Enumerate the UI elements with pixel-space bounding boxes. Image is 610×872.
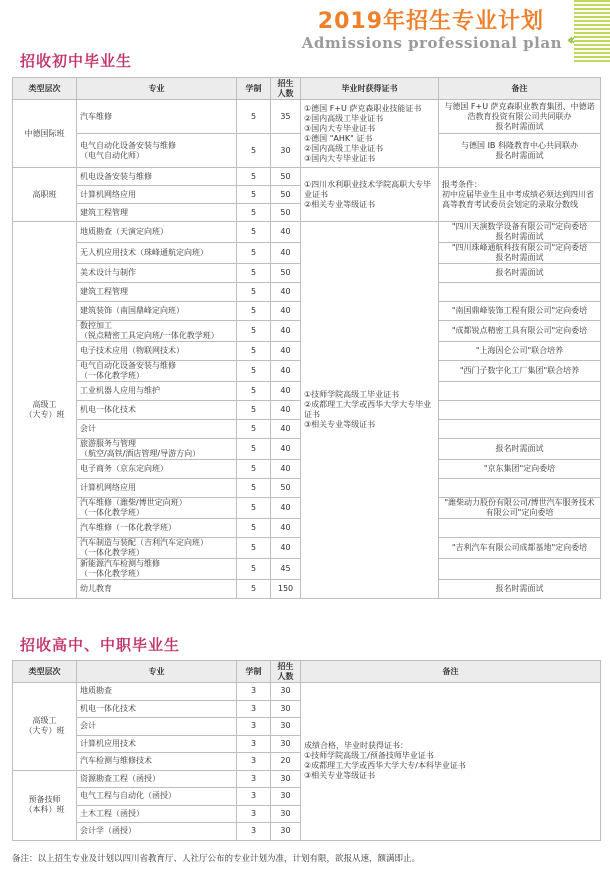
cert-cell: ①技师学院高级工毕业证书 ②成都理工大学或西华大学大专毕业证书 ③相关专业等级证书 xyxy=(301,222,439,599)
major-cell: 电气自动化设备安装与维修 （电气自动化师） xyxy=(77,134,237,168)
years-cell: 3 xyxy=(237,735,271,753)
count-cell: 50 xyxy=(271,479,301,498)
count-cell: 40 xyxy=(271,538,301,559)
senior-admissions-table xyxy=(12,660,601,841)
count-cell: 150 xyxy=(271,580,301,599)
major-cell: 幼儿教育 xyxy=(77,580,237,599)
years-cell: 5 xyxy=(237,519,271,538)
header-years: 学制 xyxy=(237,661,271,683)
count-cell: 30 xyxy=(271,700,301,718)
note-cell: 报名时需面试 xyxy=(439,264,601,283)
note-cell: "吉利汽车有限公司成都基地"定向委培 xyxy=(439,538,601,559)
major-cell: 土木工程（函授） xyxy=(77,805,237,823)
header-cat: 类型层次 xyxy=(13,78,77,100)
note-cell: 报考条件： 初中应届毕业生且中考成绩必须达到四川省高等教育考试委员会划定的录取分数线 xyxy=(439,168,601,222)
note-cell: 报名时需面试 xyxy=(439,580,601,599)
major-cell: 旅游服务与管理 （航空/高铁/酒店管理/导游方向） xyxy=(77,439,237,460)
years-cell: 3 xyxy=(237,753,271,771)
category-cell: 高职班 xyxy=(13,168,77,222)
count-cell: 50 xyxy=(271,186,301,204)
major-cell: 电子商务（京东定向班） xyxy=(77,460,237,479)
years-cell: 5 xyxy=(237,264,271,283)
note-cell xyxy=(439,283,601,302)
page-subtitle: Admissions professional plan xyxy=(301,34,562,52)
header-major: 专业 xyxy=(77,661,237,683)
count-cell: 30 xyxy=(271,683,301,701)
count-cell: 40 xyxy=(271,302,301,321)
table-row xyxy=(13,168,601,186)
years-cell: 5 xyxy=(237,134,271,168)
years-cell: 3 xyxy=(237,805,271,823)
major-cell: 汽车维修（一体化教学班） xyxy=(77,519,237,538)
count-cell: 30 xyxy=(271,805,301,823)
stripe-decoration xyxy=(574,0,610,62)
years-cell: 5 xyxy=(237,302,271,321)
years-cell: 5 xyxy=(237,168,271,186)
major-cell: 建筑工程管理 xyxy=(77,204,237,222)
header-count: 招生 人数 xyxy=(271,78,301,100)
count-cell: 30 xyxy=(271,718,301,736)
category-cell: 中德国际班 xyxy=(13,100,77,168)
header-major: 专业 xyxy=(77,78,237,100)
section2-title: 招收高中、中职毕业生 xyxy=(20,636,181,654)
years-cell: 5 xyxy=(237,559,271,580)
note-cell xyxy=(439,519,601,538)
major-cell: 地质勘查（天演定向班） xyxy=(77,222,237,243)
note-cell xyxy=(439,382,601,401)
years-cell: 5 xyxy=(237,401,271,420)
major-cell: 计算机网络应用 xyxy=(77,186,237,204)
note-cell xyxy=(439,401,601,420)
note-cell: "四川珠峰通航科技有限公司"定向委培 报名时需面试 xyxy=(439,243,601,264)
note-cell: 成绩合格，毕业时获得证书： ①技师学院高级工/预备技师毕业证书 ②成都理工大学或西华大学大专/本科毕业证书 ③相关专业等级证书 xyxy=(301,683,601,841)
note-cell: 与德国 F+U 萨克森职业教育集团、中德诺浩教育投资有限公司共同联办 报名时需面试 xyxy=(439,100,601,134)
years-cell: 5 xyxy=(237,382,271,401)
years-cell: 5 xyxy=(237,538,271,559)
major-cell: 建筑工程管理 xyxy=(77,283,237,302)
count-cell: 40 xyxy=(271,460,301,479)
footer-note: 备注：以上招生专业及计划以四川省教育厅、人社厅公布的专业计划为准，计划有限，欲报从速，额满即止。 xyxy=(12,854,421,864)
years-cell: 5 xyxy=(237,460,271,479)
note-cell: 与德国 IB 科隆教育中心共同联办 报名时需面试 xyxy=(439,134,601,168)
years-cell: 3 xyxy=(237,683,271,701)
major-cell: 会计 xyxy=(77,420,237,439)
major-cell: 汽车检测与维修技术 xyxy=(77,753,237,771)
note-cell: "京东集团"定向委培 xyxy=(439,460,601,479)
junior-admissions-table xyxy=(12,77,601,599)
years-cell: 5 xyxy=(237,186,271,204)
major-cell: 计算机网络应用 xyxy=(77,479,237,498)
major-cell: 汽车维修 xyxy=(77,100,237,134)
major-cell: 电子技术应用（物联网技术） xyxy=(77,342,237,361)
major-cell: 汽车维修（潍柴/博世定向班） （一体化教学班） xyxy=(77,498,237,519)
years-cell: 5 xyxy=(237,283,271,302)
note-cell: "四川天演数学设备有限公司"定向委培 报名时需面试 xyxy=(439,222,601,243)
count-cell: 50 xyxy=(271,168,301,186)
note-cell: "西门子数字化工厂集团"联合培养 xyxy=(439,361,601,382)
count-cell: 40 xyxy=(271,222,301,243)
count-cell: 50 xyxy=(271,264,301,283)
count-cell: 40 xyxy=(271,283,301,302)
count-cell: 40 xyxy=(271,519,301,538)
years-cell: 5 xyxy=(237,580,271,599)
major-cell: 地质勘查 xyxy=(77,683,237,701)
count-cell: 40 xyxy=(271,342,301,361)
note-cell: "潍柴动力股份有限公司/博世汽车服务技术有限公司"定向委培 xyxy=(439,498,601,519)
count-cell: 40 xyxy=(271,439,301,460)
major-cell: 电气工程与自动化（函授） xyxy=(77,788,237,806)
page-title: 2019年招生专业计划 xyxy=(317,9,544,34)
header-cert: 毕业时获得证书 xyxy=(301,78,439,100)
major-cell: 数控加工 （锐点精密工具定向班/一体化教学班） xyxy=(77,321,237,342)
header-count: 招生 人数 xyxy=(271,661,301,683)
major-cell: 美术设计与制作 xyxy=(77,264,237,283)
category-cell: 高级工 （大专）班 xyxy=(13,222,77,599)
table-row xyxy=(13,100,601,134)
major-cell: 资源勘查工程（函授） xyxy=(77,770,237,788)
note-cell xyxy=(439,420,601,439)
header-note: 备注 xyxy=(301,661,601,683)
count-cell: 35 xyxy=(271,100,301,134)
years-cell: 3 xyxy=(237,823,271,841)
note-cell: 报名时需面试 xyxy=(439,439,601,460)
header-years: 学制 xyxy=(237,78,271,100)
chevron-decoration-icon: ‹‹ xyxy=(566,30,572,49)
major-cell: 新能源汽车检测与维修 （一体化教学班） xyxy=(77,559,237,580)
count-cell: 30 xyxy=(271,134,301,168)
major-cell: 电气自动化设备安装与维修 （一体化教学班） xyxy=(77,361,237,382)
count-cell: 40 xyxy=(271,321,301,342)
years-cell: 3 xyxy=(237,770,271,788)
count-cell: 30 xyxy=(271,735,301,753)
major-cell: 建筑装饰（南国鼎峰定向班） xyxy=(77,302,237,321)
major-cell: 计算机应用技术 xyxy=(77,735,237,753)
table-header-row xyxy=(13,78,601,100)
major-cell: 机电一体化技术 xyxy=(77,700,237,718)
years-cell: 5 xyxy=(237,243,271,264)
major-cell: 会计学（函授） xyxy=(77,823,237,841)
years-cell: 5 xyxy=(237,439,271,460)
years-cell: 5 xyxy=(237,342,271,361)
years-cell: 5 xyxy=(237,361,271,382)
note-cell: "上海因仑公司"联合培养 xyxy=(439,342,601,361)
count-cell: 40 xyxy=(271,361,301,382)
major-cell: 会计 xyxy=(77,718,237,736)
count-cell: 40 xyxy=(271,420,301,439)
years-cell: 5 xyxy=(237,204,271,222)
count-cell: 30 xyxy=(271,770,301,788)
header-cat: 类型层次 xyxy=(13,661,77,683)
years-cell: 5 xyxy=(237,498,271,519)
cert-cell: ①德国 F+U 萨克森职业技能证书 ②国内高级工毕业证书 ③国内大专毕业证书 ①德国 "AHK" 证书 ②国内高级工毕业证书 ③国内大专毕业证书 xyxy=(301,100,439,168)
table-header-row xyxy=(13,661,601,683)
note-cell: "南国鼎峰装饰工程有限公司"定向委培 xyxy=(439,302,601,321)
years-cell: 5 xyxy=(237,321,271,342)
years-cell: 5 xyxy=(237,479,271,498)
years-cell: 5 xyxy=(237,222,271,243)
count-cell: 30 xyxy=(271,788,301,806)
count-cell: 40 xyxy=(271,498,301,519)
major-cell: 工业机器人应用与维护 xyxy=(77,382,237,401)
table-row xyxy=(13,222,601,243)
cert-cell: ①四川水利职业技术学院高职大专毕业证书 ②相关专业等级证书 xyxy=(301,168,439,222)
note-cell xyxy=(439,479,601,498)
section1-title: 招收初中毕业生 xyxy=(20,52,133,70)
count-cell: 40 xyxy=(271,382,301,401)
count-cell: 30 xyxy=(271,823,301,841)
count-cell: 45 xyxy=(271,559,301,580)
years-cell: 5 xyxy=(237,100,271,134)
note-cell: "成都锐点精密工具有限公司"定向委培 xyxy=(439,321,601,342)
years-cell: 5 xyxy=(237,420,271,439)
major-cell: 机电一体化技术 xyxy=(77,401,237,420)
years-cell: 3 xyxy=(237,718,271,736)
category-cell: 预备技师 （本科）班 xyxy=(13,770,77,840)
years-cell: 3 xyxy=(237,788,271,806)
count-cell: 50 xyxy=(271,204,301,222)
count-cell: 40 xyxy=(271,243,301,264)
major-cell: 汽车制造与装配（吉利汽车定向班） （一体化教学班） xyxy=(77,538,237,559)
note-cell xyxy=(439,559,601,580)
category-cell: 高级工 （大专）班 xyxy=(13,683,77,771)
years-cell: 3 xyxy=(237,700,271,718)
header-note: 备注 xyxy=(439,78,601,100)
count-cell: 40 xyxy=(271,401,301,420)
table-row xyxy=(13,683,601,701)
major-cell: 机电设备安装与维修 xyxy=(77,168,237,186)
count-cell: 20 xyxy=(271,753,301,771)
major-cell: 无人机应用技术（珠峰通航定向班） xyxy=(77,243,237,264)
